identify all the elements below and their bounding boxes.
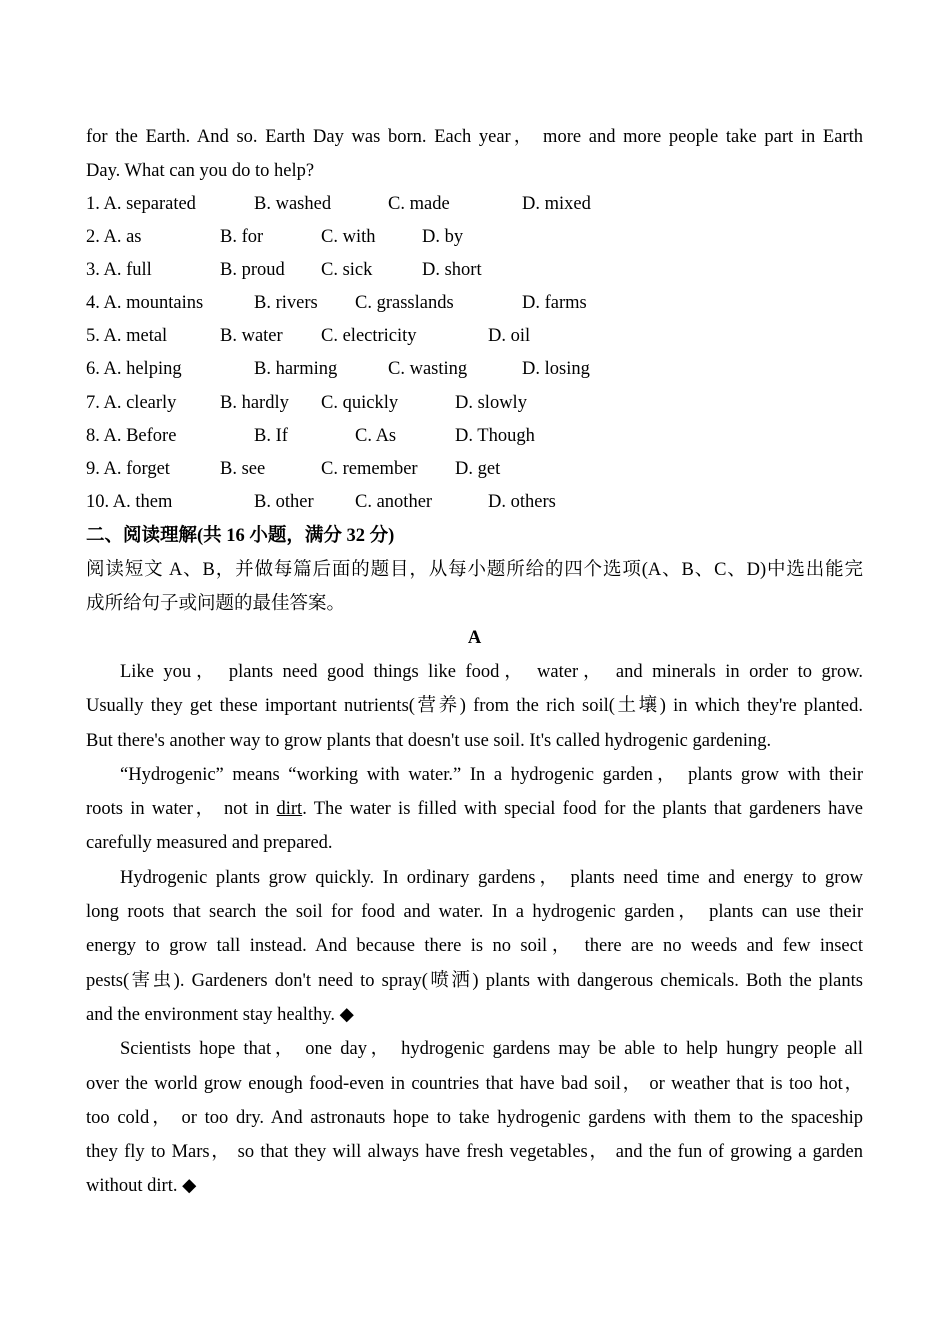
option-row <box>86 287 863 320</box>
option-b: B. other <box>254 491 314 512</box>
option-row <box>86 453 863 486</box>
option-b: B. see <box>220 458 266 479</box>
option-c: C. sick <box>321 260 373 281</box>
paragraph-line: over the world grow enough food-even in countries that have bad soil， or weather that is too hot， <box>86 1073 863 1094</box>
paragraph-3 <box>86 861 863 1032</box>
option-b: B. harming <box>254 359 338 380</box>
option-row <box>86 188 863 221</box>
option-c: C. wasting <box>388 359 468 380</box>
paragraph-line: and the environment stay healthy. ◆ <box>86 1004 354 1025</box>
paragraph-text: roots in water， not in <box>86 799 277 820</box>
option-a: 2. A. as <box>86 227 142 248</box>
paragraph-line: Hydrogenic plants grow quickly. In ordinary gardens， plants need time and energy to grow <box>120 867 863 888</box>
instructions-line-2: 成所给句子或问题的最佳答案。 <box>86 593 346 614</box>
option-a: 10. A. them <box>86 491 173 512</box>
paragraph-line: carefully measured and prepared. <box>86 833 333 854</box>
option-c: C. electricity <box>321 326 417 347</box>
intro-line-2: Day. What can you do to help? <box>86 161 315 181</box>
option-row <box>86 387 863 420</box>
option-a: 1. A. separated <box>86 194 196 214</box>
paragraph-2 <box>86 758 863 861</box>
paragraph-line: But there's another way to grow plants that doesn't use soil. It's called hydrogenic gardening. <box>86 730 772 751</box>
option-d: D. mixed <box>522 194 591 214</box>
option-c: C. As <box>355 425 397 446</box>
option-a: 6. A. helping <box>86 359 182 380</box>
option-a: 5. A. metal <box>86 326 168 347</box>
option-d: D. slowly <box>455 392 527 413</box>
paragraph-4 <box>86 1032 863 1203</box>
instructions-line-1: 阅读短文 A、B，并做每篇后面的题目，从每小题所给的四个选项(A、B、C、D)中选出能完 <box>86 559 863 580</box>
option-c: C. remember <box>321 458 418 479</box>
document-content <box>86 120 863 1204</box>
paragraph-line: long roots that search the soil for food and water. In a hydrogenic garden， plants can use their <box>86 902 863 923</box>
paragraph-line: energy to grow tall instead. And because there is no soil， there are no weeds and few insect <box>86 936 863 957</box>
option-b: B. water <box>220 326 283 347</box>
option-d: D. short <box>422 260 482 281</box>
option-b: B. washed <box>254 194 332 214</box>
option-row <box>86 486 863 519</box>
paragraph-text: . The water is filled with special food for the plants that gardeners have <box>302 799 863 820</box>
option-a: 3. A. full <box>86 260 152 281</box>
paragraph-line: Usually they get these important nutrients(营养) from the rich soil(土壤) in which they're planted. <box>86 696 863 717</box>
option-row <box>86 353 863 386</box>
option-b: B. proud <box>220 260 285 281</box>
option-c: C. another <box>355 491 433 512</box>
paragraph-line: “Hydrogenic” means “working with water.” In a hydrogenic garden， plants grow with their <box>120 764 863 785</box>
option-b: B. rivers <box>254 293 318 314</box>
option-d: D. oil <box>488 326 531 347</box>
paragraph-line: without dirt. ◆ <box>86 1176 197 1197</box>
option-b: B. hardly <box>220 392 289 413</box>
paragraph-line: Like you， plants need good things like food， water， and minerals in order to grow. <box>120 661 863 682</box>
option-d: D. losing <box>522 359 590 380</box>
option-a: 9. A. forget <box>86 458 170 479</box>
options-list <box>86 188 863 519</box>
option-c: C. quickly <box>321 392 399 413</box>
option-c: C. made <box>388 194 450 214</box>
intro-line-1: for the Earth. And so. Earth Day was born. Each year， more and more people take part in Earth <box>86 127 863 147</box>
paragraph-line: they fly to Mars， so that they will always have fresh vegetables， and the fun of growing a garden <box>86 1142 863 1163</box>
option-d: D. farms <box>522 293 587 314</box>
option-a: 4. A. mountains <box>86 293 204 314</box>
option-a: 8. A. Before <box>86 425 177 446</box>
paragraph-1 <box>86 655 863 758</box>
option-d: D. Though <box>455 425 535 446</box>
section-heading: 二、阅读理解(共 16 小题，满分 32 分) <box>86 525 395 546</box>
option-c: C. grasslands <box>355 293 454 314</box>
paragraph-line: pests(害虫). Gardeners don't need to spray(喷洒) plants with dangerous chemicals. Both the plants <box>86 970 863 991</box>
option-d: D. by <box>422 227 464 248</box>
paragraph-line: too cold， or too dry. And astronauts hope to take hydrogenic gardens with them to the spaceship <box>86 1107 863 1128</box>
paragraph-line <box>86 792 863 826</box>
passage-label: A <box>467 627 482 648</box>
option-row <box>86 420 863 453</box>
option-d: D. others <box>488 491 556 512</box>
option-d: D. get <box>455 458 501 479</box>
option-b: B. If <box>254 425 288 446</box>
underlined-word: dirt <box>276 799 303 820</box>
option-row <box>86 254 863 287</box>
paragraph-line: Scientists hope that， one day， hydrogenic gardens may be able to help hungry people all <box>120 1039 863 1060</box>
option-row <box>86 320 863 353</box>
option-c: C. with <box>321 227 376 248</box>
option-row <box>86 221 863 254</box>
option-b: B. for <box>220 227 264 248</box>
option-a: 7. A. clearly <box>86 392 177 413</box>
